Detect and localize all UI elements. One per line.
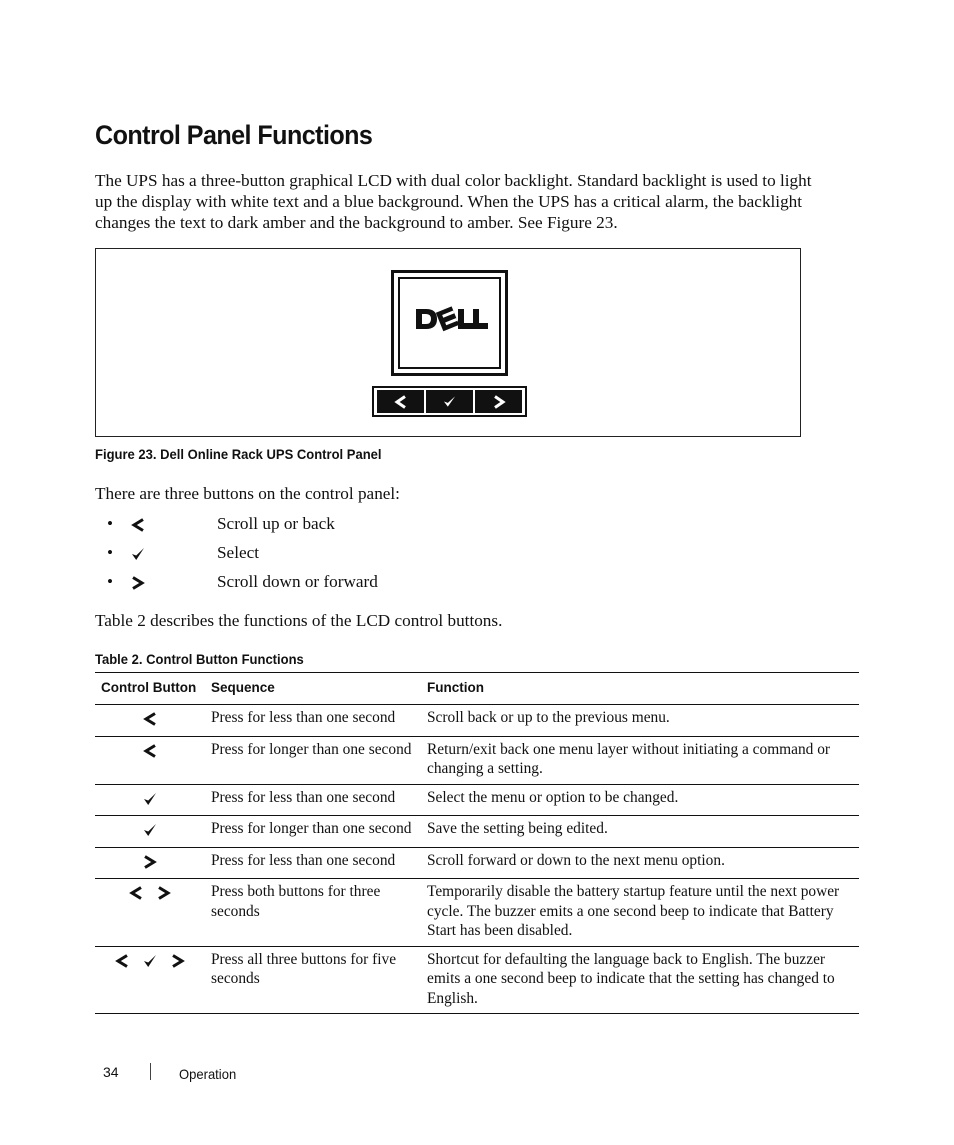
scroll-left-icon xyxy=(143,743,157,759)
function-cell: Select the menu or option to be changed. xyxy=(421,784,859,816)
check-icon xyxy=(143,791,157,807)
function-cell: Scroll back or up to the previous menu. xyxy=(421,705,859,737)
control-button-cell xyxy=(95,879,205,947)
bullet-text: Scroll down or forward xyxy=(217,572,378,591)
control-button-cell xyxy=(95,784,205,816)
dell-logo-icon xyxy=(413,305,490,333)
page-title: Control Panel Functions xyxy=(95,120,373,150)
scroll-left-icon xyxy=(394,395,408,409)
table-row xyxy=(95,847,859,879)
control-button-cell xyxy=(95,736,205,784)
table-header-row xyxy=(95,673,859,705)
scroll-right-icon xyxy=(131,575,145,591)
bullet-text: Select xyxy=(217,543,259,562)
sequence-cell: Press both buttons for three seconds xyxy=(205,879,421,947)
header-function: Function xyxy=(421,673,859,705)
function-cell: Return/exit back one menu layer without initiating a command or changing a setting. xyxy=(421,736,859,784)
page-number: 34 xyxy=(103,1064,119,1080)
list-item xyxy=(95,572,495,601)
table-body xyxy=(95,705,859,1014)
table-row xyxy=(95,816,859,848)
sequence-cell: Press for longer than one second xyxy=(205,736,421,784)
table-row xyxy=(95,705,859,737)
lcd-display xyxy=(391,270,508,376)
scroll-right-icon xyxy=(143,854,157,870)
control-button-table xyxy=(95,672,859,1014)
header-control-button: Control Button xyxy=(95,673,205,705)
scroll-left-button[interactable] xyxy=(377,390,424,413)
scroll-left-icon xyxy=(115,953,129,969)
function-cell: Shortcut for defaulting the language back to English. The buzzer emits a one second beep to indicate that the setting has changed to English. xyxy=(421,946,859,1014)
list-item xyxy=(95,543,495,572)
table-row xyxy=(95,736,859,784)
function-cell: Temporarily disable the battery startup feature until the next power cycle. The buzzer emits a one second beep to indicate that Battery Start has been disabled. xyxy=(421,879,859,947)
bullet-dot: • xyxy=(107,543,114,562)
scroll-right-icon xyxy=(171,953,185,969)
sequence-cell: Press all three buttons for five seconds xyxy=(205,946,421,1014)
table-row xyxy=(95,784,859,816)
sequence-cell: Press for less than one second xyxy=(205,847,421,879)
select-button[interactable] xyxy=(426,390,473,413)
sequence-cell: Press for longer than one second xyxy=(205,816,421,848)
figure-caption: Figure 23. Dell Online Rack UPS Control Panel xyxy=(95,446,382,462)
scroll-right-button[interactable] xyxy=(475,390,522,413)
check-icon xyxy=(143,822,157,838)
lcd-screen xyxy=(398,277,501,369)
bullet-dot: • xyxy=(107,514,114,533)
panel-button-strip xyxy=(372,386,527,417)
buttons-intro: There are three buttons on the control panel: xyxy=(95,484,400,503)
scroll-left-icon xyxy=(131,517,145,533)
footer-separator xyxy=(150,1063,151,1080)
table-caption: Table 2. Control Button Functions xyxy=(95,651,304,667)
footer-section: Operation xyxy=(179,1066,237,1082)
control-button-cell xyxy=(95,705,205,737)
control-button-cell xyxy=(95,847,205,879)
check-icon xyxy=(443,395,456,408)
bullet-text: Scroll up or back xyxy=(217,514,335,533)
intro-paragraph: The UPS has a three-button graphical LCD with dual color backlight. Standard backlight is used to light up the display with white text and a blue background. When the UPS has a critical alarm, the backlight changes the text to dark amber and the background to amber. See Figure 23. xyxy=(95,171,812,232)
check-icon xyxy=(131,546,145,562)
scroll-left-icon xyxy=(143,711,157,727)
button-list xyxy=(95,514,495,601)
sequence-cell: Press for less than one second xyxy=(205,784,421,816)
scroll-right-icon xyxy=(157,885,171,901)
table-row xyxy=(95,946,859,1014)
header-sequence: Sequence xyxy=(205,673,421,705)
control-button-cell xyxy=(95,816,205,848)
scroll-left-icon xyxy=(129,885,143,901)
figure-control-panel xyxy=(95,248,801,437)
table-row xyxy=(95,879,859,947)
check-icon xyxy=(143,953,157,969)
function-cell: Save the setting being edited. xyxy=(421,816,859,848)
table-intro: Table 2 describes the functions of the LCD control buttons. xyxy=(95,611,503,630)
function-cell: Scroll forward or down to the next menu option. xyxy=(421,847,859,879)
control-button-cell xyxy=(95,946,205,1014)
sequence-cell: Press for less than one second xyxy=(205,705,421,737)
bullet-dot: • xyxy=(107,572,114,591)
scroll-right-icon xyxy=(492,395,506,409)
list-item xyxy=(95,514,495,543)
